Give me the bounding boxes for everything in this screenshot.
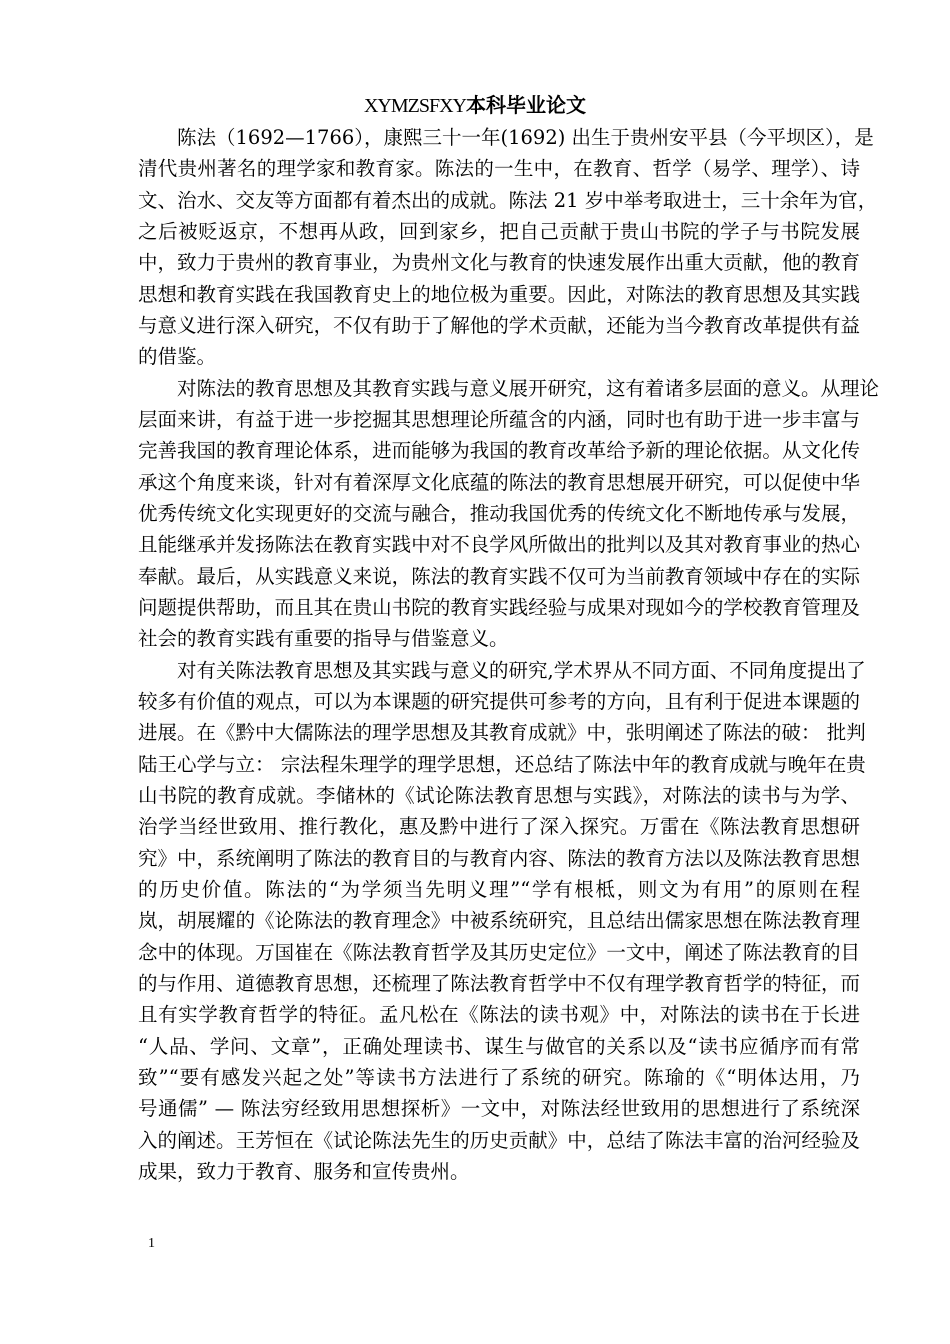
paragraph-line: 思想和教育实践在我国教育史上的地位极为重要。因此，对陈法的教育思想及其实践 <box>138 282 860 306</box>
paragraph-line: 念中的体现。万国崔在《陈法教育哲学及其历史定位》一文中，阐述了陈法教育的目 <box>138 940 860 964</box>
paragraph-line: 陆王心学与立： 宗法程朱理学的理学思想，还总结了陈法中年的教育成就与晚年在贵 <box>138 752 866 776</box>
page-title <box>0 90 950 121</box>
document-body <box>138 122 880 1187</box>
paragraph-line: 社会的教育实践有重要的指导与借鉴意义。 <box>138 627 509 651</box>
paragraph-line: 的借鉴。 <box>138 345 217 369</box>
paragraph-line: 岚，胡展耀的《论陈法的教育理念》中被系统研究，且总结出儒家思想在陈法教育理 <box>138 909 860 933</box>
paragraph-line: 入的阐述。王芳恒在《试论陈法先生的历史贡献》中，总结了陈法丰富的治河经验及 <box>138 1128 860 1152</box>
paragraph-line: 究》中，系统阐明了陈法的教育目的与教育内容、陈法的教育方法以及陈法教育思想 <box>138 846 860 870</box>
paragraph-line: 的历史价值。陈法的“为学须当先明义理”“学有根柢，则文为有用”的原则在程 <box>138 877 860 901</box>
paragraph-line: 问题提供帮助，而且其在贵山书院的教育实践经验与成果对现如今的学校教育管理及 <box>138 595 860 619</box>
paragraph-line: 进展。在《黔中大儒陈法的理学思想及其教育成就》中，张明阐述了陈法的破： 批判 <box>138 721 866 745</box>
paragraph-line: 优秀传统文化实现更好的交流与融合，推动我国优秀的传统文化不断地传承与发展， <box>138 501 860 525</box>
paragraph-line: 且有实学教育哲学的特征。孟凡松在《陈法的读书观》中，对陈法的读书在于长进 <box>138 1003 860 1027</box>
paragraph-line: 之后被贬返京，不想再从政，回到家乡，把自己贡献于贵山书院的学子与书院发展 <box>138 219 860 243</box>
paragraph-line: 完善我国的教育理论体系，进而能够为我国的教育改革给予新的理论依据。从文化传 <box>138 439 860 463</box>
paragraph-line: 陈法（1692—1766），康熙三十一年(1692) 出生于贵州安平县（今平坝区），是 <box>177 126 874 149</box>
paragraph-line: 成果，致力于教育、服务和宣传贵州。 <box>138 1159 470 1183</box>
paragraph <box>138 373 880 655</box>
paragraph-line: 承这个角度来谈，针对有着深厚文化底蕴的陈法的教育思想展开研究，可以促使中华 <box>138 470 860 494</box>
paragraph-line: 奉献。最后，从实践意义来说，陈法的教育实践不仅可为当前教育领域中存在的实际 <box>138 564 860 588</box>
title-school-code: XYMZSFXY <box>363 95 467 117</box>
paragraph-line: 致”“要有感发兴起之处”等读书方法进行了系统的研究。陈瑜的《“明体达用，乃 <box>138 1065 860 1089</box>
title-thesis-label: 本科毕业论文 <box>466 93 587 117</box>
paragraph-line: 中，致力于贵州的教育事业，为贵州文化与教育的快速发展作出重大贡献，他的教育 <box>138 251 860 275</box>
paragraph-line: 较多有价值的观点，可以为本课题的研究提供可参考的方向，且有利于促进本课题的 <box>138 689 860 713</box>
paragraph-line: 对陈法的教育思想及其教育实践与意义展开研究，这有着诸多层面的意义。从理论 <box>177 376 880 400</box>
paragraph-line: 与意义进行深入研究，不仅有助于了解他的学术贡献，还能为当今教育改革提供有益 <box>138 313 860 337</box>
page-number: 1 <box>148 1236 155 1251</box>
paragraph-line: 号通儒” — 陈法穷经致用思想探析》一文中，对陈法经世致用的思想进行了系统深 <box>138 1097 860 1121</box>
paragraph-line: 对有关陈法教育思想及其实践与意义的研究,学术界从不同方面、不同角度提出了 <box>177 658 866 682</box>
paragraph-line: “人品、学问、文章”，正确处理读书、谋生与做官的关系以及“读书应循序而有常 <box>138 1034 860 1058</box>
paragraph-line: 清代贵州著名的理学家和教育家。陈法的一生中，在教育、哲学（易学、理学）、诗 <box>138 157 860 181</box>
paragraph <box>138 655 866 1188</box>
paragraph-line: 的与作用、道德教育思想，还梳理了陈法教育哲学中不仅有理学教育哲学的特征，而 <box>138 971 860 995</box>
paragraph-line: 治学当经世致用、推行教化，惠及黔中进行了深入探究。万雷在《陈法教育思想研 <box>138 815 860 839</box>
paragraph-line: 山书院的教育成就。李储林的《试论陈法教育思想与实践》，对陈法的读书与为学、 <box>138 783 860 807</box>
paragraph <box>138 122 878 373</box>
paragraph-line: 且能继承并发扬陈法在教育实践中对不良学风所做出的批判以及其对教育事业的热心 <box>138 533 860 557</box>
paragraph-line: 文、治水、交友等方面都有着杰出的成就。陈法 21 岁中举考取进士，三十余年为官， <box>138 188 878 212</box>
paragraph-line: 层面来讲，有益于进一步挖掘其思想理论所蕴含的内涵，同时也有助于进一步丰富与 <box>138 407 860 431</box>
